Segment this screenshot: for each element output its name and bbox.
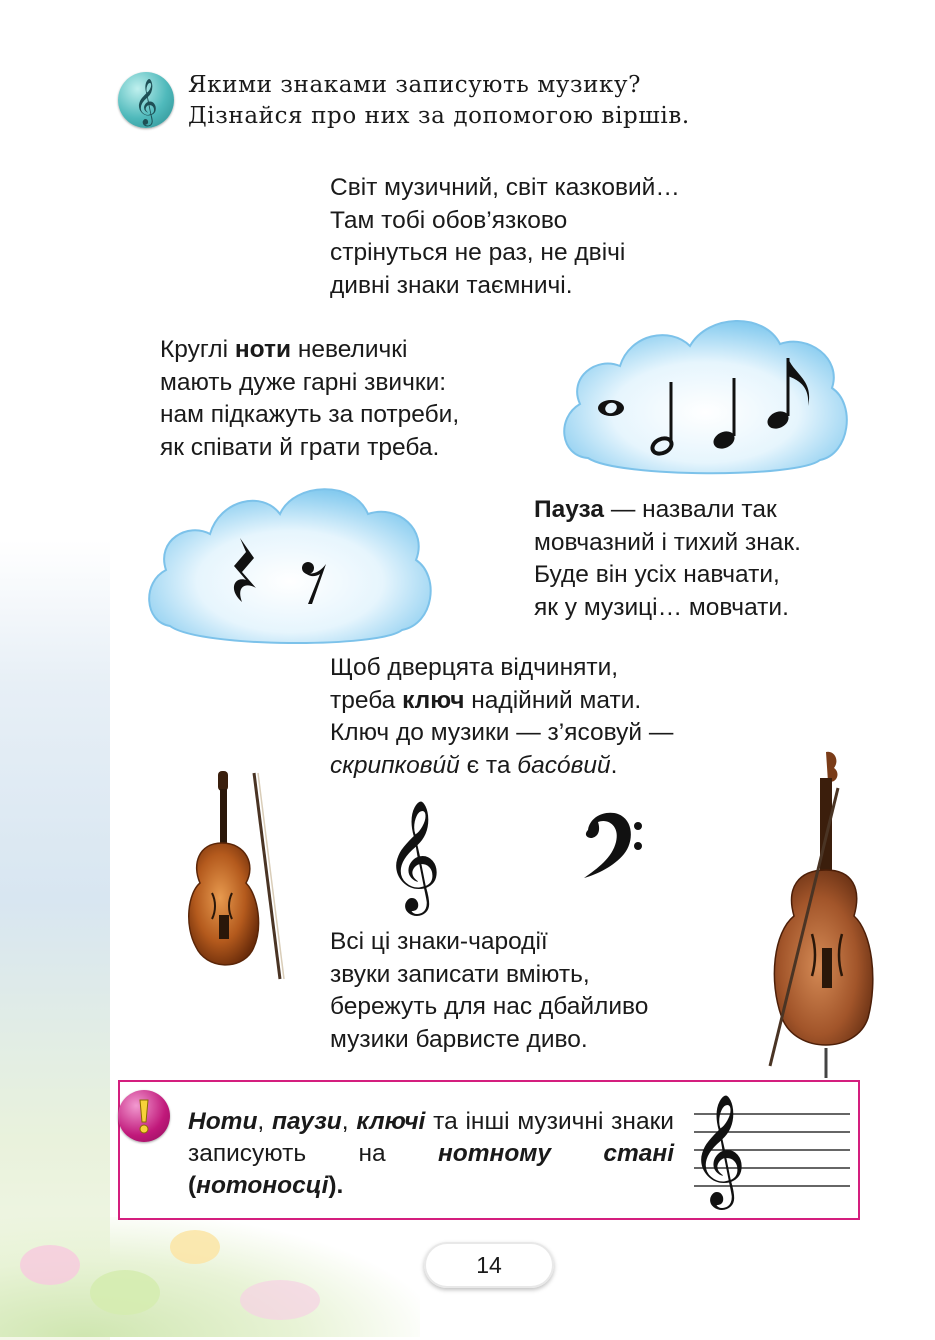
verse-2-line [160, 334, 459, 367]
page-number: 14 [424, 1242, 554, 1288]
treble-clef-term: скрипкови́й [330, 751, 460, 779]
rests-cloud [144, 476, 434, 648]
svg-text:𝄞: 𝄞 [689, 1093, 747, 1205]
verse-3-line: Буде він усіх навчати, [534, 561, 780, 588]
verse-1-line: Світ музичний, світ казковий… [330, 174, 680, 201]
notes-cloud [558, 308, 853, 478]
verse-2-line: мають дуже гарні звички: [160, 368, 447, 396]
text: , [341, 1108, 357, 1135]
whole-note-icon [598, 400, 624, 416]
term-rests: паузи [272, 1108, 342, 1135]
keyword-clef: ключ [402, 686, 465, 714]
verse-3 [534, 494, 801, 624]
intro-line-2: Дізнайся про них за допомогою віршів. [188, 103, 690, 129]
flower-decoration [170, 1230, 220, 1264]
term-notes: Ноти [188, 1108, 258, 1135]
verse-4-line [330, 685, 673, 718]
verse-5-line: звуки записати вміють, [330, 960, 590, 988]
term-staff: нотному стані [437, 1140, 675, 1167]
flower-decoration [240, 1280, 320, 1320]
text: надійний мати. [464, 686, 642, 714]
treble-clef-badge-icon [118, 72, 174, 128]
text: . [610, 751, 618, 779]
flower-decoration [20, 1245, 80, 1285]
verse-1 [330, 172, 680, 302]
treble-clef-icon [384, 799, 442, 911]
exclamation-badge-icon [118, 1090, 170, 1142]
flower-decoration [90, 1270, 160, 1315]
verse-2 [160, 334, 459, 464]
text: та інші музичні знаки записують на [188, 1108, 674, 1167]
keyword-pause: Пауза [534, 496, 605, 523]
verse-1-line: стрінуться не раз, не двічі [330, 239, 626, 266]
text: — назвали так [604, 496, 777, 523]
verse-5 [330, 926, 648, 1056]
verse-5-line: музики барвисте диво. [330, 1025, 588, 1053]
verse-1-line: Там тобі обов’язково [330, 206, 568, 234]
term-notonosets: нотоносці [196, 1172, 329, 1199]
verse-3-line [534, 494, 801, 527]
text: , [257, 1108, 273, 1135]
intro-question [188, 70, 690, 132]
verse-5-line: Всі ці знаки-чародії [330, 928, 548, 955]
verse-3-line: мовчазний і тихий знак. [534, 528, 801, 556]
keyword-notes: ноти [234, 336, 292, 363]
verse-4-line [330, 750, 673, 783]
text: треба [330, 686, 403, 714]
violin-image [180, 765, 290, 983]
bass-clef-term: басо́вий [517, 751, 611, 779]
term-clefs: ключі [356, 1108, 426, 1135]
text: невеличкі [291, 336, 408, 363]
text: Круглі [160, 336, 235, 363]
intro-line-1: Якими знаками записують музику? [188, 72, 642, 98]
bass-clef-icon [578, 808, 646, 880]
verse-2-line: як співати й грати треба. [160, 433, 440, 461]
svg-text:𝄞: 𝄞 [384, 799, 442, 911]
verse-2-line: нам підкажуть за потреби, [160, 401, 460, 428]
double-bass-image [768, 748, 878, 1078]
verse-4-line: Ключ до музики — з’ясовуй — [330, 719, 674, 746]
rule-text [188, 1106, 674, 1202]
text: ). [328, 1172, 344, 1199]
verse-4 [330, 652, 673, 782]
verse-1-line: дивні знаки таємничі. [330, 271, 573, 299]
text: є та [459, 751, 518, 779]
treble-clef-staff-icon [689, 1093, 852, 1205]
verse-3-line: як у музиці… мовчати. [534, 593, 789, 621]
verse-4-line: Щоб дверцята відчиняти, [330, 654, 619, 681]
verse-5-line: бережуть для нас дбайливо [330, 993, 649, 1020]
svg-text:𝄞: 𝄞 [134, 79, 158, 125]
text: ( [188, 1172, 197, 1199]
